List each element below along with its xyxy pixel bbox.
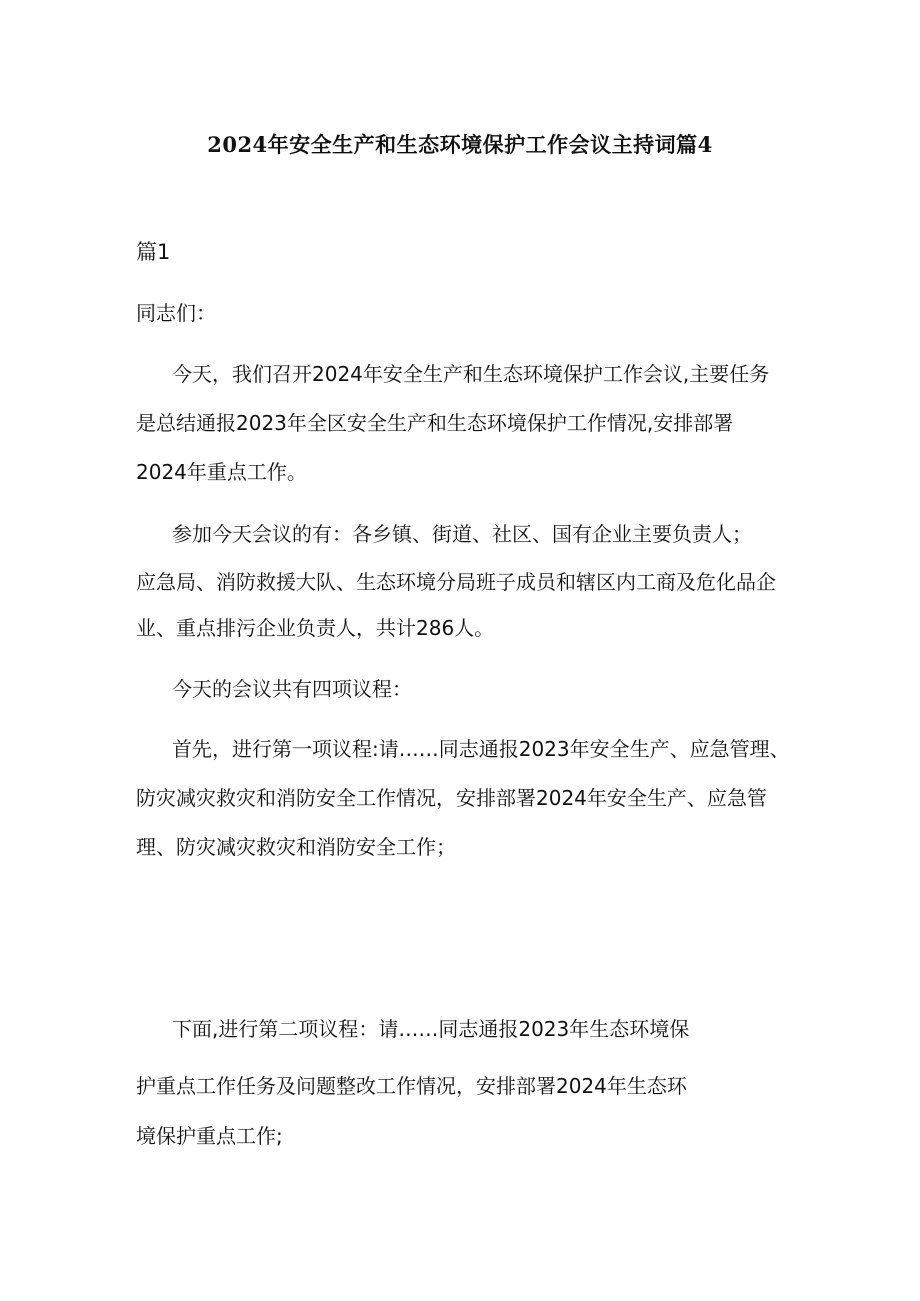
paragraph-line: 下面,进行第二项议程：请……同志通报2023年生态环境保: [172, 1017, 690, 1041]
paragraph-line: 参加今天会议的有：各乡镇、街道、社区、国有企业主要负责人；: [172, 522, 752, 546]
paragraph-line: 护重点工作任务及问题整改工作情况，安排部署2024年生态环: [136, 1074, 687, 1098]
salutation: 同志们：: [136, 301, 216, 325]
document-title: 2024年安全生产和生态环境保护工作会议主持词篇4: [207, 132, 713, 157]
paragraph-line: 理、防灾减灾救灾和消防安全工作；: [136, 835, 456, 859]
paragraph-line: 今天的会议共有四项议程：: [172, 677, 412, 701]
paragraph-line: 境保护重点工作;: [136, 1124, 283, 1148]
paragraph-line: 应急局、消防救援大队、生态环境分局班子成员和辖区内工商及危化品企: [136, 570, 776, 594]
section-label: 篇1: [136, 240, 171, 264]
paragraph-line: 防灾减灾救灾和消防安全工作情况，安排部署2024年安全生产、应急管: [136, 786, 767, 810]
paragraph-line: 业、重点排污企业负责人，共计286人。: [136, 616, 495, 640]
paragraph-line: 2024年重点工作。: [136, 460, 307, 484]
paragraph-line: 今天，我们召开2024年安全生产和生态环境保护工作会议,主要任务: [172, 362, 770, 386]
paragraph-line: 首先，进行第一项议程:请……同志通报2023年安全生产、应急管理、: [172, 737, 790, 761]
paragraph-line: 是总结通报2023年全区安全生产和生态环境保护工作情况,安排部署: [136, 411, 734, 435]
